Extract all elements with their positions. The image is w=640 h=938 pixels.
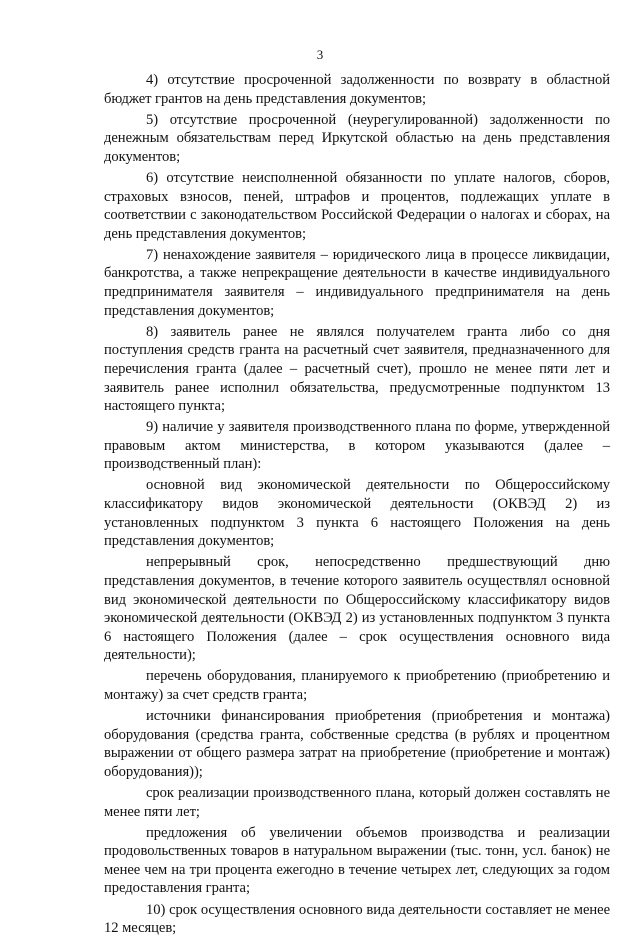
page-number: 3 <box>316 47 324 62</box>
paragraph-financing-sources: источники финансирования приобретения (приобретения и монтажа) оборудования (средства гранта, собственные средства (в рублях и процентном выражении от общего размера затрат на приобретение (приобретение и монтаж) оборудования)); <box>104 708 610 780</box>
paragraph-item-7: 7) ненахождение заявителя – юридического лица в процессе ликвидации, банкротства, а также непрекращение деятельности в качестве индивидуального предпринимателя заявителя – индивидуального предпринимателя на день представления документов; <box>104 246 610 319</box>
paragraph-production-increase: предложения об увеличении объемов производства и реализации продовольственных товаров в натуральном выражении (тыс. тонн, усл. банок) не менее чем на три процента ежегодно в течение четырех лет, следующих за годом предоставления гранта; <box>104 824 610 897</box>
paragraph-item-5: 5) отсутствие просроченной (неурегулированной) задолженности по денежным обязательствам перед Иркутской областью на день представления документов; <box>104 111 610 165</box>
paragraph-continuous-term: непрерывный срок, непосредственно предшествующий дню представления документов, в течение которого заявитель осуществлял основной вид экономической деятельности по Общероссийскому классификатору видов экономической деятельности (ОКВЭД 2) из установленных подпунктом 3 пункта 6 настоящего Положения (далее – срок осуществления основного вида деятельности); <box>104 554 610 664</box>
paragraph-item-6: 6) отсутствие неисполненной обязанности по уплате налогов, сборов, страховых взносов, пеней, штрафов и процентов, подлежащих уплате в соответствии с законодательством Российской Федерации о налогах и сборах, на день представления документов; <box>104 169 610 242</box>
paragraph-item-9: 9) наличие у заявителя производственного плана по форме, утвержденной правовым актом министерства, в котором указываются (далее – производственный план): <box>104 419 610 473</box>
paragraph-plan-term: срок реализации производственного плана, который должен составлять не менее пяти лет; <box>104 784 610 820</box>
document-body <box>104 71 610 938</box>
paragraph-main-activity: основной вид экономической деятельности по Общероссийскому классификатору видов экономической деятельности (ОКВЭД 2) из установленных подпунктом 3 пункта 6 настоящего Положения на день представления документов; <box>104 477 610 550</box>
paragraph-item-10: 10) срок осуществления основного вида деятельности составляет не менее 12 месяцев; <box>104 901 610 937</box>
paragraph-equipment-list: перечень оборудования, планируемого к приобретению (приобретению и монтажу) за счет средств гранта; <box>104 668 610 703</box>
paragraph-item-4: 4) отсутствие просроченной задолженности по возврату в областной бюджет грантов на день представления документов; <box>104 72 610 107</box>
paragraph-item-8: 8) заявитель ранее не являлся получателем гранта либо со дня поступления средств гранта на расчетный счет заявителя, предназначенного для перечисления гранта (далее – расчетный счет), прошло не менее пяти лет и заявитель ранее исполнил обязательства, предусмотренные подпунктом 13 настоящего пункта; <box>104 323 610 415</box>
